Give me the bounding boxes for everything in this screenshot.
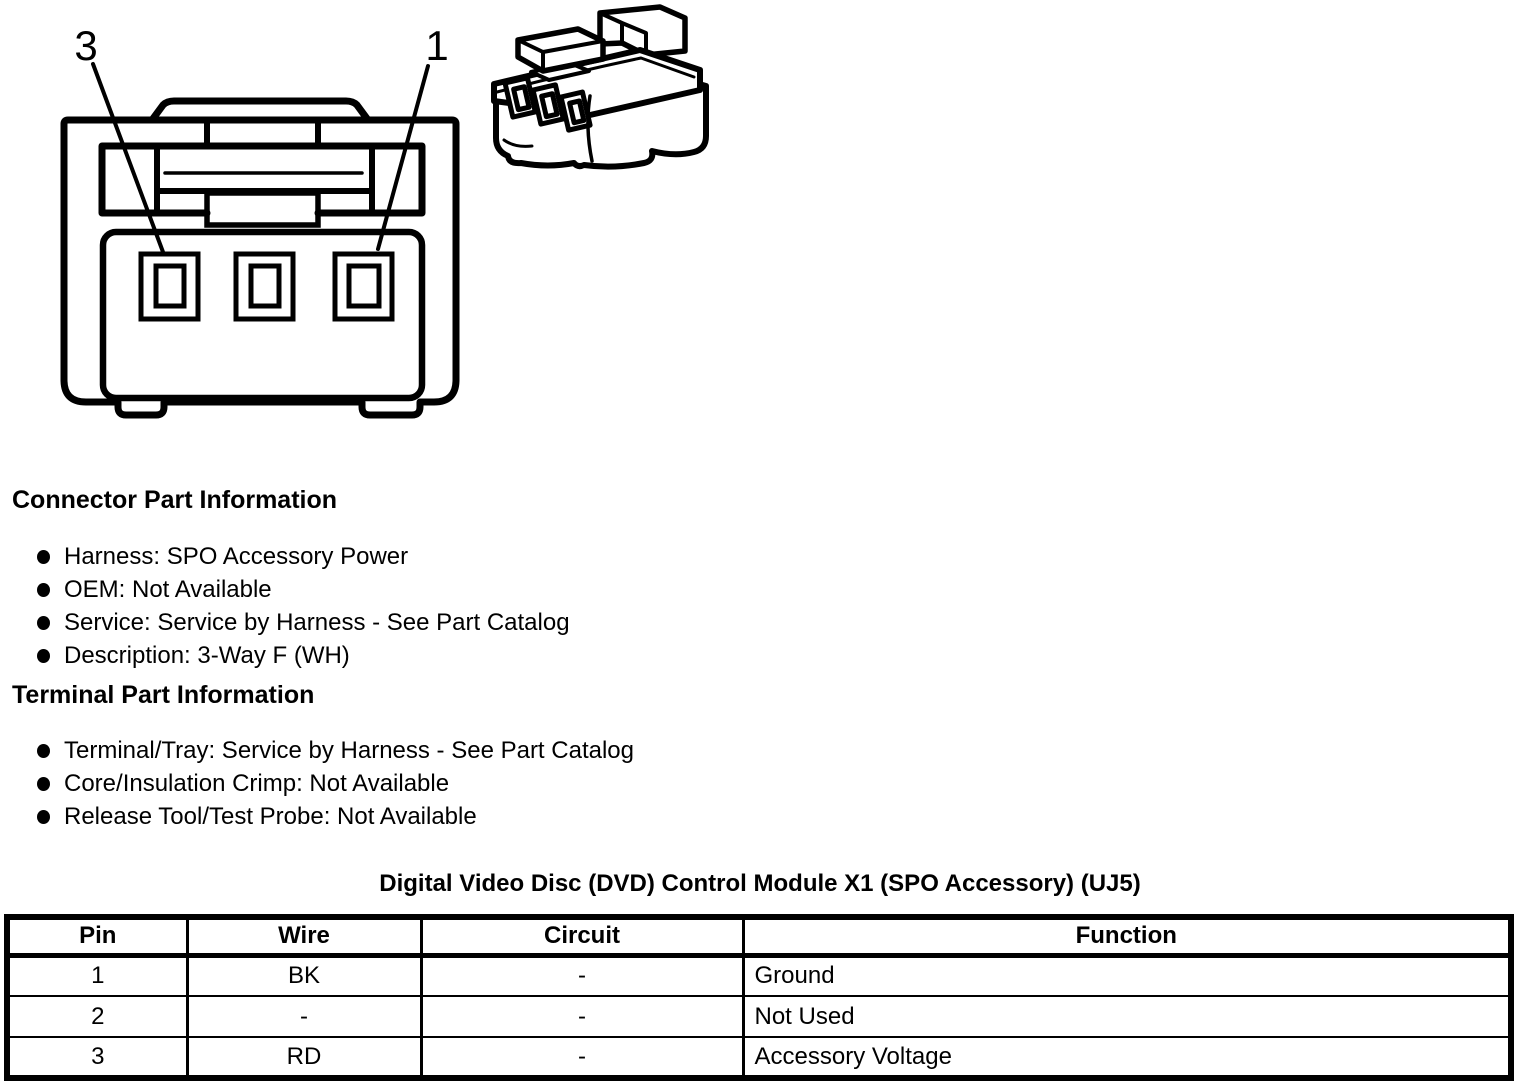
pin-cell: 2 [7,996,187,1037]
circuit-cell: - [421,1037,743,1078]
latch-lower-tab [207,193,318,225]
pin-cell: 1 [7,955,187,996]
pinout-table [4,914,1514,1081]
circuit-cell: - [421,955,743,996]
pin-3-label: 3 [74,22,98,69]
wire-cell: BK [187,955,421,996]
table-row [7,996,1511,1037]
list-item [0,734,634,767]
terminal-part-list [0,734,634,833]
terminal-cavity-3-inner [156,266,184,306]
pin-column-header: Pin [7,917,187,955]
circuit-column-header: Circuit [421,917,743,955]
bullet-icon [37,550,50,564]
circuit-cell: - [421,996,743,1037]
list-item [0,573,570,606]
function-cell: Not Used [743,996,1511,1037]
terminal-housing [103,232,422,398]
list-item-text: Terminal/Tray: Service by Harness - See Part Catalog [64,736,634,764]
terminal-cavity-1-inner [349,266,379,306]
connector-part-heading: Connector Part Information [12,486,338,514]
latch-inner-verticals [157,146,372,213]
function-cell: Accessory Voltage [743,1037,1511,1078]
iso-slot-2 [533,85,563,124]
bullet-icon [37,777,50,791]
pin-1-label: 1 [425,22,449,69]
iso-slot-3 [505,78,535,117]
list-item [0,639,570,672]
list-item-text: Release Tool/Test Probe: Not Available [64,802,477,830]
wire-cell: RD [187,1037,421,1078]
bullet-icon [37,810,50,824]
table-header-row [7,917,1511,955]
list-item [0,540,570,573]
wire-cell: - [187,996,421,1037]
terminal-part-heading: Terminal Part Information [12,681,315,709]
list-item-text: Service: Service by Harness - See Part Catalog [64,608,570,636]
table-row [7,955,1511,996]
bullet-icon [37,744,50,758]
list-item [0,767,634,800]
function-column-header: Function [743,917,1511,955]
top-band-tab [207,120,318,146]
list-item-text: Description: 3-Way F (WH) [64,641,350,669]
bullet-icon [37,583,50,597]
connector-diagram [0,0,1520,460]
list-item [0,606,570,639]
bullet-icon [37,616,50,630]
pin-cell: 3 [7,1037,187,1078]
bullet-icon [37,649,50,663]
function-cell: Ground [754,962,835,990]
iso-slot-1 [561,92,590,130]
pinout-table-title: Digital Video Disc (DVD) Control Module X1 (SPO Accessory) (UJ5) [379,870,1141,897]
connector-part-list [0,540,570,672]
list-item-text: OEM: Not Available [64,575,272,603]
list-item-text: Core/Insulation Crimp: Not Available [64,769,450,797]
connector-iso-view [494,7,706,167]
terminal-cavity-2-inner [251,266,279,306]
table-row [7,1037,1511,1078]
wire-column-header: Wire [187,917,421,955]
connector-front-view [64,64,456,415]
list-item [0,800,634,833]
list-item-text: Harness: SPO Accessory Power [64,542,409,570]
